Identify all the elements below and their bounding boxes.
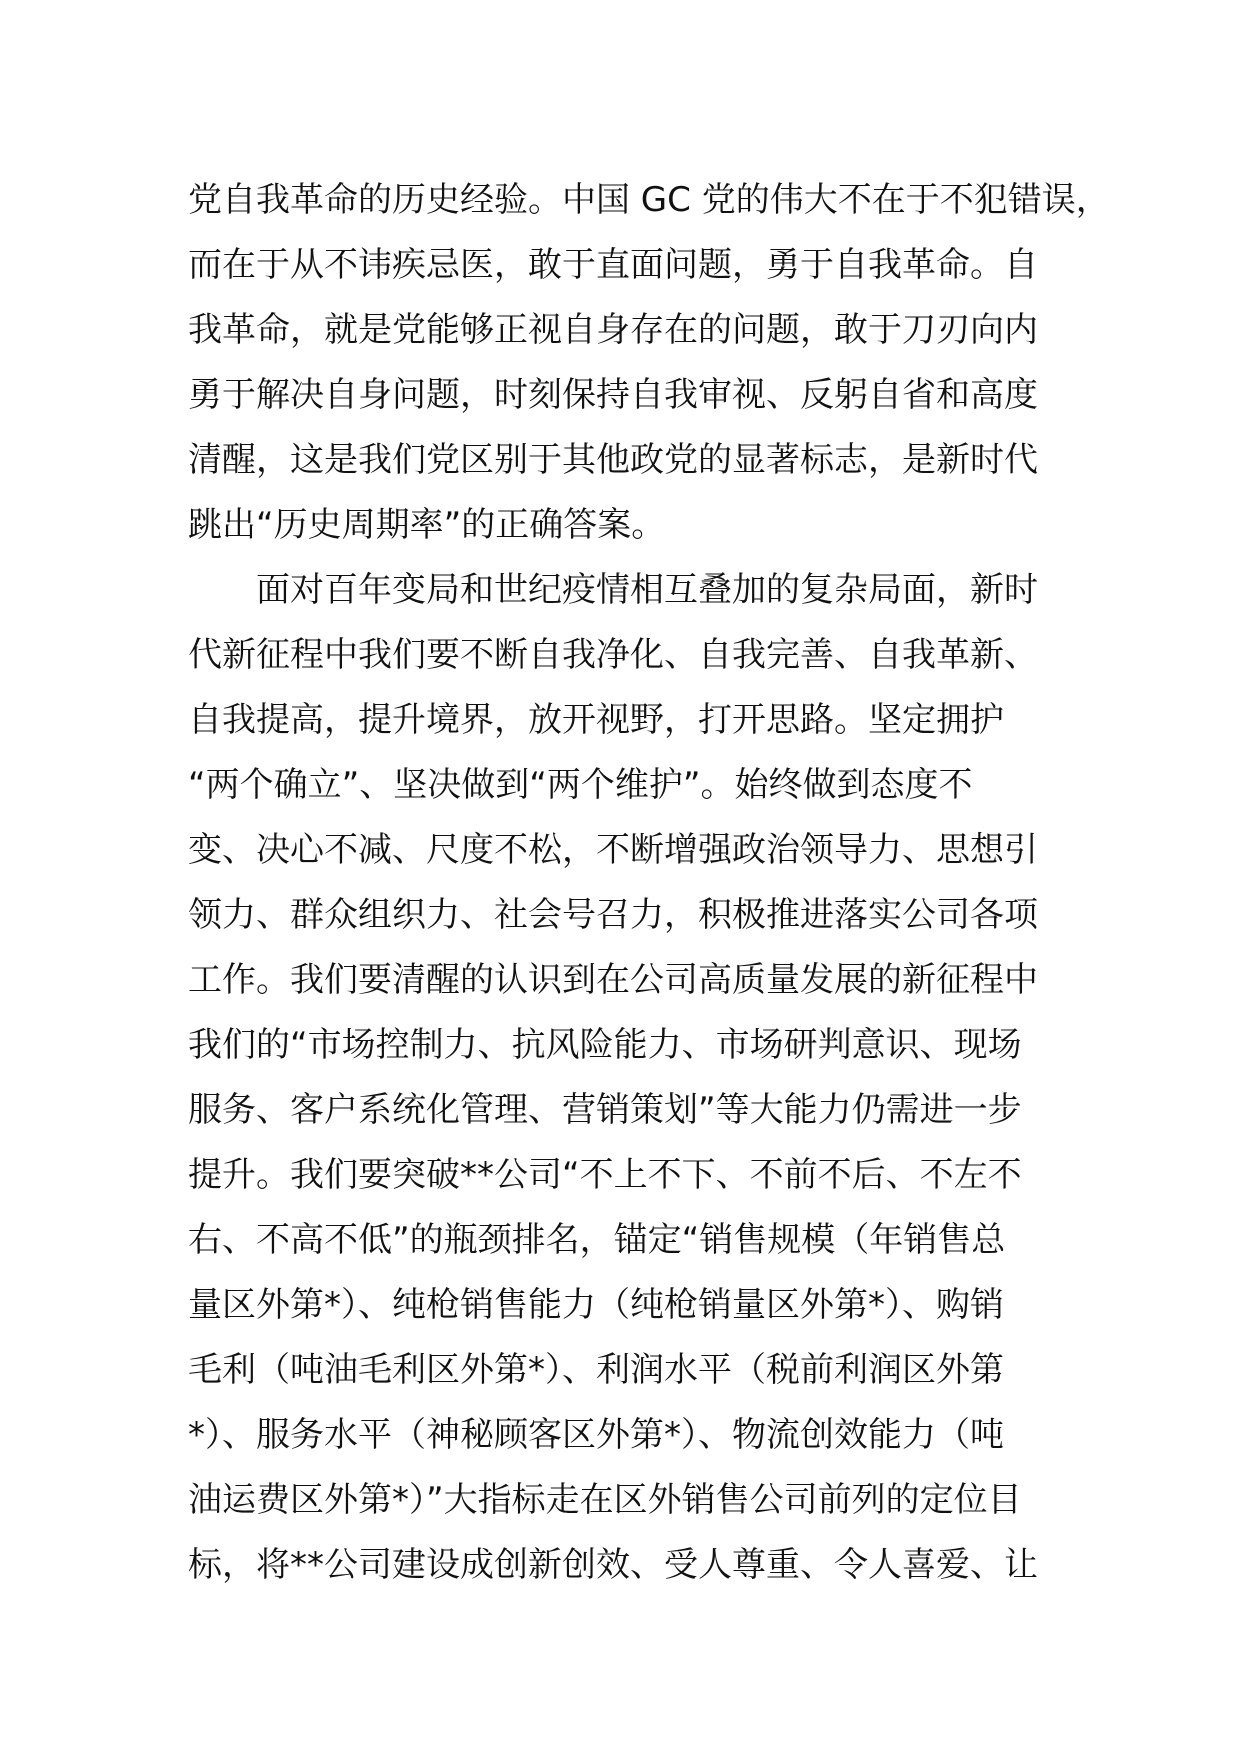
text-line: 变、决心不减、尺度不松，不断增强政治领导力、思想引 bbox=[188, 830, 1038, 870]
text-line: “两个确立”、坚决做到“两个维护”。始终做到态度不 bbox=[188, 765, 973, 805]
text-line: 毛利（吨油毛利区外第*）、利润水平（税前利润区外第 bbox=[188, 1350, 1004, 1390]
body-text bbox=[188, 168, 1110, 1598]
text-line: 清醒，这是我们党区别于其他政党的显著标志，是新时代 bbox=[188, 440, 1038, 480]
text-line: 右、不高不低”的瓶颈排名，锚定“销售规模（年销售总 bbox=[188, 1220, 1006, 1260]
text-line: 面对百年变局和世纪疫情相互叠加的复杂局面，新时 bbox=[188, 570, 1038, 610]
text-line: *）、服务水平（神秘顾客区外第*）、物流创效能力（吨 bbox=[188, 1415, 1004, 1455]
text-line: 勇于解决自身问题，时刻保持自我审视、反躬自省和高度 bbox=[188, 375, 1038, 415]
text-line: 我们的“市场控制力、抗风险能力、市场研判意识、现场 bbox=[188, 1025, 1022, 1065]
text-line: 服务、客户系统化管理、营销策划”等大能力仍需进一步 bbox=[188, 1090, 1022, 1130]
text-line: 领力、群众组织力、社会号召力，积极推进落实公司各项 bbox=[188, 895, 1038, 935]
text-line: 工作。我们要清醒的认识到在公司高质量发展的新征程中 bbox=[188, 960, 1038, 1000]
text-line: 跳出“历史周期率”的正确答案。 bbox=[188, 505, 666, 545]
text-line: 自我提高，提升境界，放开视野，打开思路。坚定拥护 bbox=[188, 700, 1004, 740]
text-line: 量区外第*）、纯枪销售能力（纯枪销量区外第*）、购销 bbox=[188, 1285, 1004, 1325]
text-line: 标，将**公司建设成创新创效、受人尊重、令人喜爱、让 bbox=[188, 1545, 1038, 1585]
text-line: 而在于从不讳疾忌医，敢于直面问题，勇于自我革命。自 bbox=[188, 245, 1038, 285]
text-line: 党自我革命的历史经验。中国 GC 党的伟大不在于不犯错误， bbox=[188, 180, 1110, 220]
text-line: 代新征程中我们要不断自我净化、自我完善、自我革新、 bbox=[188, 635, 1038, 675]
text-line: 提升。我们要突破**公司“不上不下、不前不后、不左不 bbox=[188, 1155, 1022, 1195]
text-line: 油运费区外第*）”大指标走在区外销售公司前列的定位目 bbox=[188, 1480, 1022, 1520]
text-line: 我革命，就是党能够正视自身存在的问题，敢于刀刃向内 bbox=[188, 310, 1038, 350]
